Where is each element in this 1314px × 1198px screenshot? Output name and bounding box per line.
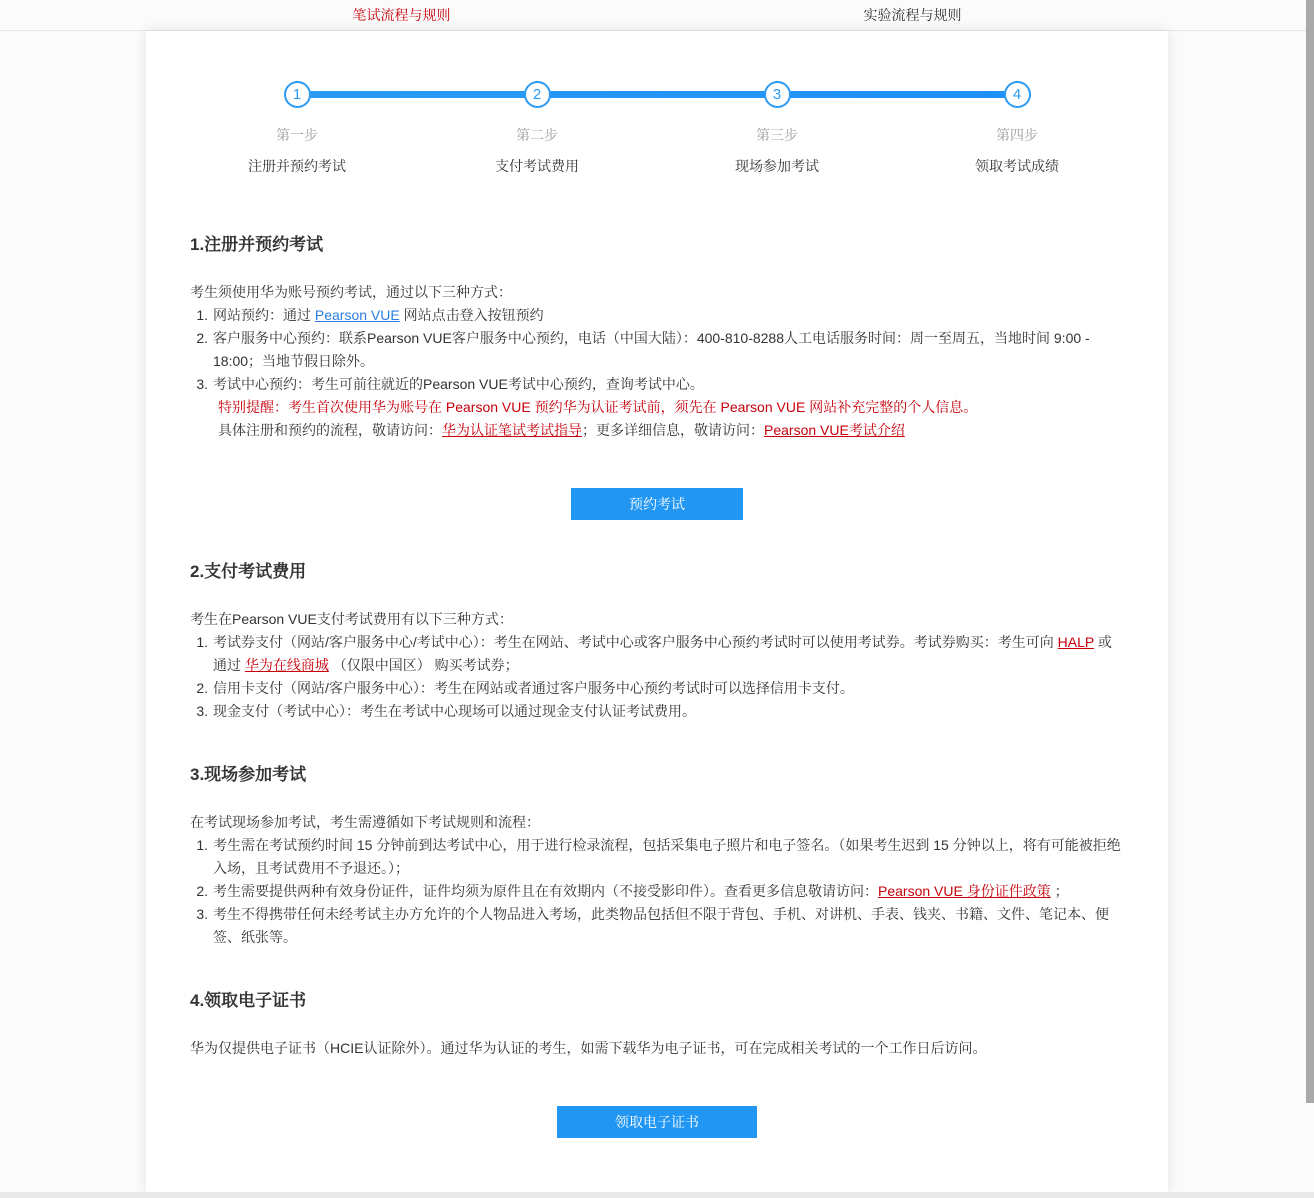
section-register-intro <box>190 281 1124 304</box>
stepper-step-4 <box>897 81 1137 176</box>
huawei-online-store-link[interactable]: 华为在线商城 <box>245 657 329 673</box>
list-item <box>190 631 1124 677</box>
id-policy-link[interactable]: Pearson VUE 身份证件政策 <box>878 883 1051 899</box>
text-segment: 网站预约：通过 <box>213 307 315 323</box>
section-payment <box>190 560 1124 723</box>
list-item-number: 3. <box>193 373 213 396</box>
list-item <box>190 700 1124 723</box>
step-title: 现场参加考试 <box>735 156 819 176</box>
list-item <box>190 880 1124 903</box>
step-number-circle: 3 <box>764 81 791 108</box>
step-title: 支付考试费用 <box>495 156 579 176</box>
text-segment: 考生需在考试预约时间 15 分钟前到达考试中心，用于进行检录流程，包括采集电子照片和电子签名。（如果考生迟到 15 分钟以上，将有可能被拒绝入场，且考试费用不予退还。）； <box>213 837 1121 876</box>
stepper-steps <box>177 81 1137 176</box>
section-onsite-heading: 3.现场参加考试 <box>190 763 1124 787</box>
list-item-number: 2. <box>193 880 213 903</box>
sections-container <box>146 233 1168 1138</box>
section-register <box>190 233 1124 520</box>
page-bottom-strip <box>0 1192 1314 1198</box>
section-register-list <box>190 304 1124 396</box>
list-item-number: 3. <box>193 700 213 723</box>
list-item-text <box>213 903 1124 949</box>
tab-group <box>146 0 1168 30</box>
list-item <box>190 373 1124 396</box>
step-label: 第三步 <box>756 125 798 145</box>
section-payment-intro <box>190 608 1124 631</box>
step-number-circle: 2 <box>524 81 551 108</box>
step-title: 注册并预约考试 <box>248 156 346 176</box>
tab-lab-exam-process[interactable]: 实验流程与规则 <box>657 0 1168 30</box>
stepper-step-1 <box>177 81 417 176</box>
text-segment: 特别提醒：考生首次使用华为账号在 Pearson VUE 预约华为认证考试前，须先在 Pearson VUE 网站补充完整的个人信息。 <box>218 399 977 415</box>
step-number-circle: 4 <box>1004 81 1031 108</box>
list-item-text <box>213 304 1124 327</box>
written-exam-guide-link[interactable]: 华为认证笔试考试指导 <box>442 422 582 438</box>
section-onsite-list <box>190 834 1124 949</box>
list-item-text <box>213 631 1124 677</box>
button-row <box>190 488 1124 520</box>
list-item <box>190 903 1124 949</box>
section-onsite <box>190 763 1124 949</box>
section-payment-heading: 2.支付考试费用 <box>190 560 1124 584</box>
list-item-number: 1. <box>193 834 213 880</box>
text-segment: （仅限中国区） 购买考试券； <box>329 657 519 673</box>
text-segment: ；更多详细信息，敬请访问： <box>582 422 764 438</box>
text-segment: 或通过 <box>213 634 1112 673</box>
text-segment: 考生需要提供两种有效身份证件，证件均须为原件且在有效期内（不接受影印件）。查看更多信息敬请访问： <box>213 883 878 899</box>
book-exam-button[interactable]: 预约考试 <box>571 488 743 520</box>
section-certificate <box>190 989 1124 1138</box>
get-certificate-button[interactable]: 领取电子证书 <box>557 1106 757 1138</box>
list-item-number: 1. <box>193 304 213 327</box>
step-title: 领取考试成绩 <box>975 156 1059 176</box>
step-label: 第四步 <box>996 125 1038 145</box>
more-info-line <box>218 419 1124 442</box>
text-segment: 华为仅提供电子证书（HCIE认证除外）。通过华为认证的考生，如需下载华为电子证书，可在完成相关考试的一个工作日后访问。 <box>190 1040 986 1056</box>
stepper-step-3 <box>657 81 897 176</box>
scrollbar-track[interactable] <box>1306 0 1314 1103</box>
text-segment: 现金支付（考试中心）：考生在考试中心现场可以通过现金支付认证考试费用。 <box>213 703 696 719</box>
text-segment: 考生不得携带任何未经考试主办方允许的个人物品进入考场，此类物品包括但不限于背包、手机、对讲机、手表、钱夹、书籍、文件、笔记本、便签、纸张等。 <box>213 906 1109 945</box>
list-item-text <box>213 373 1124 396</box>
text-segment: ； <box>1051 883 1069 899</box>
text-segment: 具体注册和预约的流程，敬请访问： <box>218 422 442 438</box>
text-segment: 在考试现场参加考试，考生需遵循如下考试规则和流程： <box>190 814 540 830</box>
list-item-number: 2. <box>193 677 213 700</box>
text-segment: 考试中心预约：考生可前往就近的Pearson VUE考试中心预约，查询考试中心。 <box>213 376 704 392</box>
tab-written-exam-process[interactable]: 笔试流程与规则 <box>146 0 657 30</box>
scrollbar-thumb[interactable] <box>1306 0 1314 1103</box>
list-item <box>190 834 1124 880</box>
halp-link[interactable]: HALP <box>1058 634 1094 650</box>
list-item <box>190 677 1124 700</box>
page-background <box>0 31 1314 1192</box>
pearson-vue-intro-link[interactable]: Pearson VUE考试介绍 <box>764 422 905 438</box>
text-segment: 网站点击登入按钮预约 <box>400 307 544 323</box>
stepper-step-2 <box>417 81 657 176</box>
text-segment: 考试券支付（网站/客户服务中心/考试中心）：考生在网站、考试中心或客户服务中心预约考试时可以使用考试券。考试券购买：考生可向 <box>213 634 1058 650</box>
list-item-text <box>213 880 1124 903</box>
step-label: 第二步 <box>516 125 558 145</box>
list-item-text <box>213 700 1124 723</box>
button-row <box>190 1106 1124 1138</box>
text-segment: 考生须使用华为账号预约考试，通过以下三种方式： <box>190 284 512 300</box>
text-segment: 考生在Pearson VUE支付考试费用有以下三种方式： <box>190 611 513 627</box>
content-card <box>146 31 1168 1192</box>
special-reminder <box>218 396 1124 419</box>
section-payment-list <box>190 631 1124 723</box>
step-label: 第一步 <box>276 125 318 145</box>
list-item-number: 1. <box>193 631 213 677</box>
section-register-heading: 1.注册并预约考试 <box>190 233 1124 257</box>
step-number-circle: 1 <box>284 81 311 108</box>
text-segment: 信用卡支付（网站/客户服务中心）：考生在网站或者通过客户服务中心预约考试时可以选择信用卡支付。 <box>213 680 854 696</box>
section-certificate-intro <box>190 1037 1124 1060</box>
section-certificate-heading: 4.领取电子证书 <box>190 989 1124 1013</box>
text-segment: 客户服务中心预约：联系Pearson VUE客户服务中心预约，电话（中国大陆）：400-810-8288人工电话服务时间：周一至周五，当地时间 9:00 - 18:00；当地节假日除外。 <box>213 330 1090 369</box>
list-item-text <box>213 327 1124 373</box>
exam-stepper <box>177 31 1137 176</box>
list-item-number: 2. <box>193 327 213 373</box>
list-item-text <box>213 834 1124 880</box>
pearson-vue-link[interactable]: Pearson VUE <box>315 307 400 323</box>
list-item <box>190 327 1124 373</box>
section-onsite-intro <box>190 811 1124 834</box>
list-item <box>190 304 1124 327</box>
list-item-text <box>213 677 1124 700</box>
list-item-number: 3. <box>193 903 213 949</box>
top-tab-bar <box>0 0 1314 31</box>
